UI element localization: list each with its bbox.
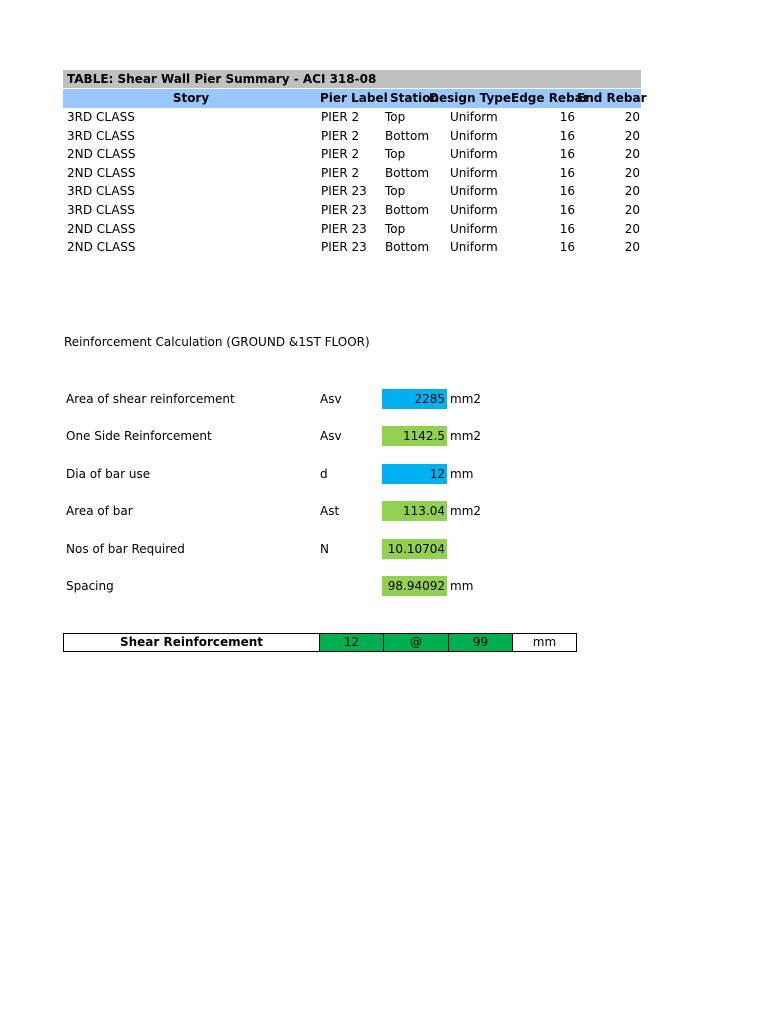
summary-row [63,633,577,652]
calc-value-cell[interactable]: 2285 [382,389,447,409]
calc-symbol: Asv [320,429,342,444]
calc-label: Nos of bar Required [66,541,185,556]
summary-at[interactable]: @ [383,634,448,651]
cell-story[interactable]: 2ND CLASS [67,165,136,180]
cell-design-type[interactable]: Uniform [450,165,498,180]
calc-symbol: Ast [320,504,340,519]
summary-label[interactable]: Shear Reinforcement [119,635,264,649]
cell-design-type[interactable]: Uniform [450,110,498,124]
cell-pier-label[interactable]: PIER 23 [321,240,367,255]
summary-dia[interactable]: 12 [319,634,383,651]
cell-story[interactable]: 2ND CLASS [67,240,136,255]
header-pier-label[interactable]: Pier Label [320,91,388,105]
cell-story[interactable]: 2ND CLASS [67,221,136,236]
cell-station[interactable]: Top [385,221,406,236]
cell-station[interactable]: Bottom [385,240,430,255]
calc-symbol: N [320,541,329,556]
cell-pier-label[interactable]: PIER 2 [321,147,360,162]
calc-unit: mm2 [450,504,482,519]
cell-end-rebar[interactable]: 20 [624,184,640,199]
cell-edge-rebar[interactable]: 16 [559,128,575,143]
cell-edge-rebar[interactable]: 16 [559,203,575,217]
cell-end-rebar[interactable]: 20 [624,165,640,180]
cell-design-type[interactable]: Uniform [450,147,498,162]
cell-end-rebar[interactable]: 20 [624,221,640,236]
calc-value-cell[interactable]: 12 [382,464,447,484]
cell-station[interactable]: Bottom [385,203,430,217]
cell-story[interactable]: 3RD CLASS [67,203,135,217]
header-design-type[interactable]: Design Type [429,91,511,105]
calc-label: Area of shear reinforcement [66,392,235,406]
calc-label: Area of bar [66,504,133,519]
cell-pier-label[interactable]: PIER 2 [321,110,360,124]
cell-pier-label[interactable]: PIER 23 [321,203,367,217]
calc-unit: mm2 [450,429,482,444]
cell-station[interactable]: Top [385,110,406,124]
summary-unit[interactable]: mm [512,634,576,651]
calc-value-cell[interactable]: 98.94092 [382,576,447,596]
calc-label: Dia of bar use [66,466,151,481]
calc-symbol: Asv [320,392,342,406]
calc-value-cell[interactable]: 113.04 [382,501,447,521]
cell-edge-rebar[interactable]: 16 [559,221,575,236]
summary-spacing[interactable]: 99 [448,634,512,651]
cell-design-type[interactable]: Uniform [450,221,498,236]
cell-story[interactable]: 3RD CLASS [67,110,135,124]
header-end-rebar[interactable]: End Rebar [577,91,647,105]
cell-edge-rebar[interactable]: 16 [559,184,575,199]
table-title: TABLE: Shear Wall Pier Summary - ACI 318-08 [67,72,377,86]
cell-station[interactable]: Top [385,184,406,199]
cell-station[interactable]: Top [385,147,406,162]
cell-end-rebar[interactable]: 20 [624,240,640,255]
cell-station[interactable]: Bottom [385,165,430,180]
cell-pier-label[interactable]: PIER 23 [321,221,367,236]
cell-edge-rebar[interactable]: 16 [559,165,575,180]
calc-value-cell[interactable]: 1142.5 [382,426,447,446]
calc-unit: mm [450,466,474,481]
calc-heading: Reinforcement Calculation (GROUND &1ST FLOOR) [64,335,370,349]
calc-label: Spacing [66,579,114,593]
cell-story[interactable]: 3RD CLASS [67,184,135,199]
calc-unit: mm2 [450,392,482,406]
cell-end-rebar[interactable]: 20 [624,203,640,217]
cell-design-type[interactable]: Uniform [450,184,498,199]
cell-pier-label[interactable]: PIER 2 [321,128,360,143]
cell-edge-rebar[interactable]: 16 [559,147,575,162]
header-station[interactable]: Station [389,91,440,105]
cell-story[interactable]: 2ND CLASS [67,147,136,162]
calc-label: One Side Reinforcement [66,429,212,444]
cell-story[interactable]: 3RD CLASS [67,128,135,143]
calc-value-cell[interactable]: 10.10704 [382,539,447,559]
cell-edge-rebar[interactable]: 16 [559,110,575,124]
calc-unit: mm [450,579,474,593]
cell-pier-label[interactable]: PIER 23 [321,184,367,199]
cell-pier-label[interactable]: PIER 2 [321,165,360,180]
cell-edge-rebar[interactable]: 16 [559,240,575,255]
header-edge-rebar[interactable]: Edge Rebar [511,91,589,105]
cell-end-rebar[interactable]: 20 [624,110,640,124]
cell-end-rebar[interactable]: 20 [624,128,640,143]
cell-design-type[interactable]: Uniform [450,128,498,143]
cell-station[interactable]: Bottom [385,128,430,143]
cell-design-type[interactable]: Uniform [450,203,498,217]
cell-end-rebar[interactable]: 20 [624,147,640,162]
cell-design-type[interactable]: Uniform [450,240,498,255]
calc-symbol: d [320,466,328,481]
header-story[interactable]: Story [172,91,210,105]
